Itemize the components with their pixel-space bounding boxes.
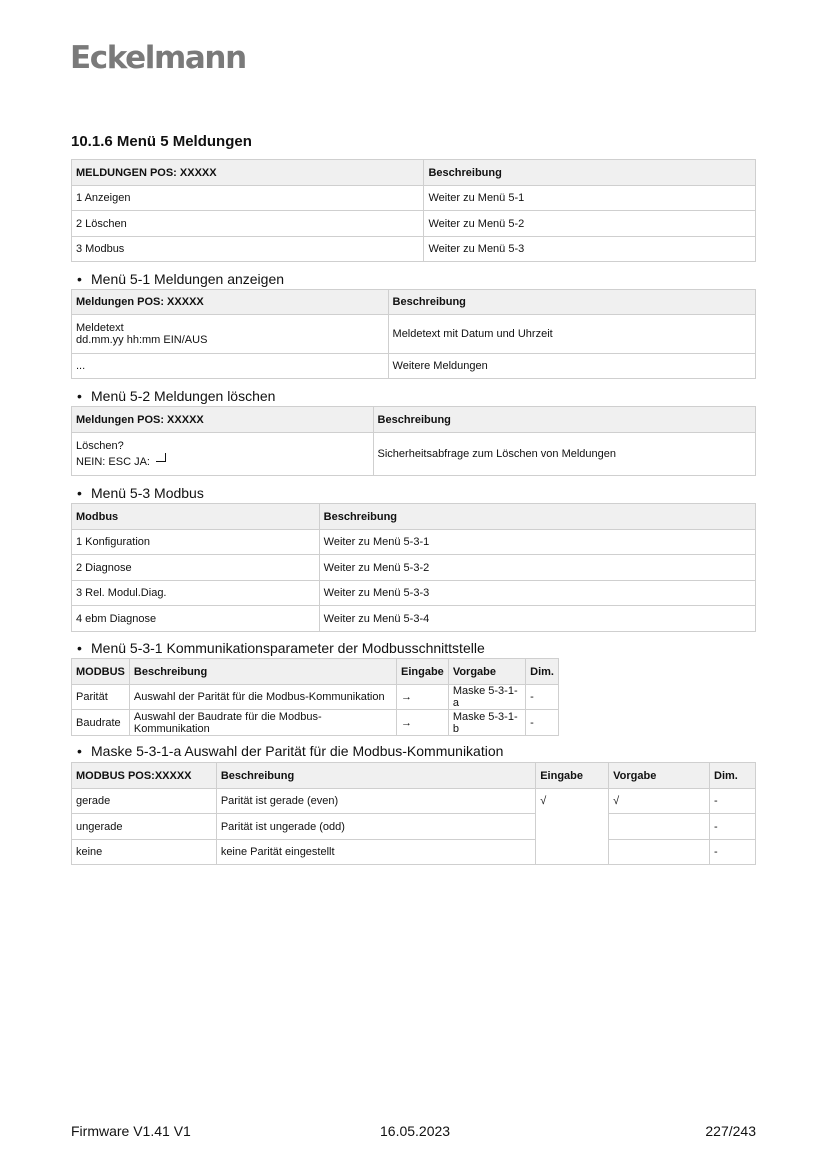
header-cell: Beschreibung [319, 504, 755, 530]
table-cell: Weiter zu Menü 5-3 [424, 237, 756, 262]
header-cell: Beschreibung [424, 160, 756, 186]
header-cell: Beschreibung [216, 763, 535, 789]
header-cell: Vorgabe [609, 763, 710, 789]
return-key-icon [156, 453, 166, 462]
cell-line-text: NEIN: ESC JA: [76, 456, 150, 468]
bullet: • [77, 743, 82, 759]
subsection-title-menu52 [77, 388, 275, 404]
table-cell: √ [609, 789, 710, 814]
header-cell: Vorgabe [448, 659, 525, 685]
menu52-table [71, 406, 756, 476]
header-cell: MODBUS POS:XXXXX [72, 763, 217, 789]
subsection-title-menu53 [77, 485, 204, 501]
cell-line: Löschen? [76, 440, 124, 452]
table-cell [609, 814, 710, 840]
header-cell: Beschreibung [388, 290, 755, 315]
table-cell: Weiter zu Menü 5-1 [424, 186, 756, 211]
table-header-row [72, 763, 756, 789]
table-cell: Weiter zu Menü 5-3-2 [319, 555, 755, 581]
table-cell: Weitere Meldungen [388, 354, 755, 379]
table-row [72, 354, 756, 379]
table-cell: Weiter zu Menü 5-3-4 [319, 606, 755, 632]
table-row [72, 555, 756, 581]
table-row [72, 530, 756, 555]
subsection-title-text: Menü 5-3 Modbus [91, 485, 204, 501]
table-cell: Auswahl der Parität für die Modbus-Kommunikation [129, 685, 396, 710]
table-row [72, 685, 559, 710]
table-cell: 1 Anzeigen [72, 186, 424, 211]
header-cell: Eingabe [397, 659, 449, 685]
table-cell: 1 Konfiguration [72, 530, 320, 555]
table-cell: Weiter zu Menü 5-3-1 [319, 530, 755, 555]
menu51-table [71, 289, 756, 379]
subsection-title-text: Menü 5-1 Meldungen anzeigen [91, 271, 285, 287]
table-row [72, 211, 756, 237]
table-cell [609, 840, 710, 865]
header-cell: Beschreibung [373, 407, 755, 433]
table-cell: Baudrate [72, 710, 130, 736]
table-cell [72, 433, 374, 476]
table-cell: ungerade [72, 814, 217, 840]
table-cell: keine [72, 840, 217, 865]
header-cell: MODBUS [72, 659, 130, 685]
cell-line: Meldetext [76, 322, 124, 334]
header-cell: Meldungen POS: XXXXX [72, 407, 374, 433]
eckelmann-logo: Eckelmann [70, 40, 246, 76]
footer-date: 16.05.2023 [380, 1123, 451, 1139]
table-cell: Weiter zu Menü 5-3-3 [319, 581, 755, 606]
header-cell: MELDUNGEN POS: XXXXX [72, 160, 424, 186]
table-cell: Parität [72, 685, 130, 710]
table-cell: gerade [72, 789, 217, 814]
table-row [72, 581, 756, 606]
table-row [72, 789, 756, 814]
subsection-title-menu51 [77, 271, 284, 287]
table-cell: keine Parität eingestellt [216, 840, 535, 865]
menu5-table [71, 159, 756, 262]
table-cell [72, 315, 389, 354]
table-cell: - [710, 814, 756, 840]
table-row [72, 433, 756, 476]
table-cell: Sicherheitsabfrage zum Löschen von Meldungen [373, 433, 755, 476]
bullet: • [77, 640, 82, 656]
table-cell: Maske 5-3-1-b [448, 710, 525, 736]
footer-page-number: 227/243 [705, 1123, 756, 1139]
menu531-table [71, 658, 559, 736]
header-cell: Modbus [72, 504, 320, 530]
table-cell: - [710, 789, 756, 814]
menu53-table [71, 503, 756, 632]
cell-line: dd.mm.yy hh:mm EIN/AUS [76, 334, 208, 346]
table-header-row [72, 407, 756, 433]
subsection-title-text: Maske 5-3-1-a Auswahl der Parität für die Modbus-Kommunikation [91, 743, 504, 759]
subsection-title-maske531a [77, 743, 503, 759]
table-header-row [72, 504, 756, 530]
bullet: • [77, 388, 82, 404]
table-cell: - [526, 710, 559, 736]
table-header-row [72, 290, 756, 315]
section-heading: 10.1.6 Menü 5 Meldungen [71, 133, 252, 150]
subsection-title-text: Menü 5-3-1 Kommunikationsparameter der Modbusschnittstelle [91, 640, 485, 656]
header-cell: Meldungen POS: XXXXX [72, 290, 389, 315]
table-cell: ... [72, 354, 389, 379]
table-cell: Weiter zu Menü 5-2 [424, 211, 756, 237]
table-cell: Parität ist gerade (even) [216, 789, 535, 814]
table-row [72, 710, 559, 736]
table-row [72, 315, 756, 354]
header-cell: Beschreibung [129, 659, 396, 685]
table-cell: Parität ist ungerade (odd) [216, 814, 535, 840]
table-cell: 2 Löschen [72, 211, 424, 237]
bullet: • [77, 485, 82, 501]
header-cell: Dim. [526, 659, 559, 685]
cell-line [76, 456, 369, 468]
table-row [72, 186, 756, 211]
table-cell: 3 Modbus [72, 237, 424, 262]
header-cell: Eingabe [536, 763, 609, 789]
subsection-title-menu531 [77, 640, 485, 656]
table-cell: → [397, 710, 449, 736]
table-cell: Meldetext mit Datum und Uhrzeit [388, 315, 755, 354]
footer-firmware: Firmware V1.41 V1 [71, 1123, 191, 1139]
header-cell: Dim. [710, 763, 756, 789]
bullet: • [77, 271, 82, 287]
table-cell: 4 ebm Diagnose [72, 606, 320, 632]
table-row [72, 237, 756, 262]
eingabe-cell: √ [536, 789, 609, 865]
table-row [72, 606, 756, 632]
table-header-row [72, 659, 559, 685]
table-cell: - [526, 685, 559, 710]
table-cell: → [397, 685, 449, 710]
subsection-title-text: Menü 5-2 Meldungen löschen [91, 388, 276, 404]
table-cell: 3 Rel. Modul.Diag. [72, 581, 320, 606]
table-cell: - [710, 840, 756, 865]
table-cell: Auswahl der Baudrate für die Modbus-Kommunikation [129, 710, 396, 736]
table-row [72, 840, 756, 865]
table-header-row [72, 160, 756, 186]
table-cell: 2 Diagnose [72, 555, 320, 581]
table-row [72, 814, 756, 840]
table-cell: Maske 5-3-1-a [448, 685, 525, 710]
maske531a-table [71, 762, 756, 865]
